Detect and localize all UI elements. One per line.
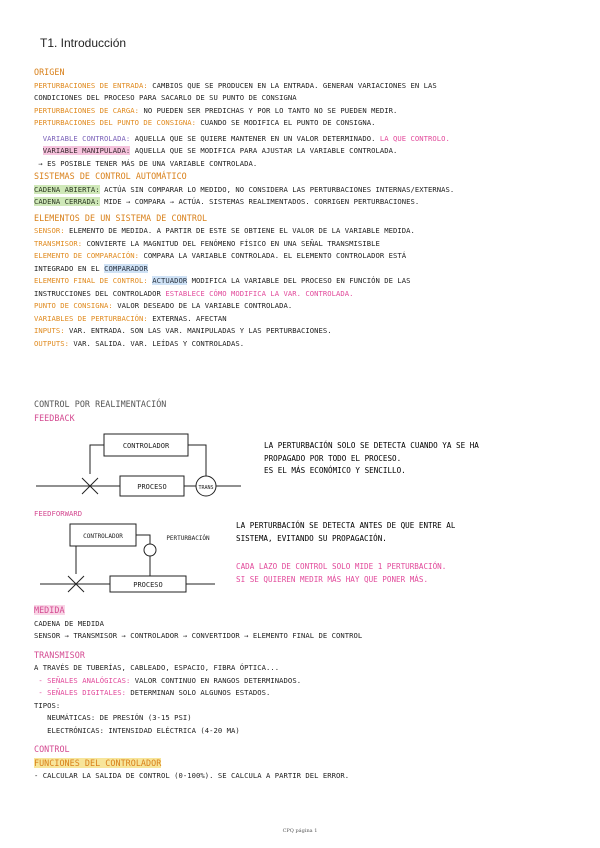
transmisor-heading: TRANSMISOR <box>34 649 85 660</box>
line-outputs: OUTPUTS: VAR. SALIDA. VAR. LEÍDAS Y CONTROLADAS. <box>34 338 245 348</box>
sistemas-heading: SISTEMAS DE CONTROL AUTOMÁTICO <box>34 171 187 181</box>
ff-perturbacion-label: Perturbación <box>166 535 210 542</box>
line-variables-perturbacion: VARIABLES DE PERTURBACIÓN: EXTERNAS. AFECTAN <box>34 313 227 323</box>
feedback-trans-label: Trans <box>198 485 214 491</box>
control-line-1: - CALCULAR LA SALIDA DE CONTROL (0-100%). SE CALCULA A PARTIR DEL ERROR. <box>34 771 350 780</box>
feedback-heading: FEEDBACK <box>34 412 75 423</box>
control-heading: CONTROL <box>34 744 70 754</box>
page-footer: CPQ página 1 <box>282 828 318 834</box>
feedforward-notes <box>236 520 455 586</box>
line-perturbaciones-entrada-2: CONDICIONES DEL PROCESO PARA SACARLO DE SU PUNTO DE CONSIGNA <box>34 93 297 102</box>
ff-controlador-label: Controlador <box>83 533 123 540</box>
medida-line-2: SENSOR → TRANSMISOR → CONTROLADOR → CONVERTIDOR → ELEMENTO FINAL DE CONTROL <box>34 631 363 640</box>
medida-heading: MEDIDA <box>34 605 65 615</box>
line-cadena-cerrada: CADENA CERRADA: MIDE → COMPARA → ACTÚA. SISTEMAS REALIMENTADOS. CORRIGEN PERTURBACIONES. <box>34 197 420 206</box>
funciones-heading: FUNCIONES DEL CONTROLADOR <box>34 757 162 768</box>
realimentacion-section <box>34 398 594 425</box>
line-variable-manipulada: VARIABLE MANIPULADA: AQUELLA QUE SE MODIFICA PARA AJUSTAR LA VARIABLE CONTROLADA. <box>42 146 398 155</box>
line-elemento-final: ELEMENTO FINAL DE CONTROL: ACTUADOR MODIFICA LA VARIABLE DEL PROCESO EN FUNCIÓN DE LAS <box>34 276 411 285</box>
ff-note-2: SISTEMA, EVITANDO SU PROPAGACIÓN. <box>236 533 387 543</box>
feedforward-heading: FEEDFORWARD <box>34 509 83 518</box>
transmisor-analog: - SEÑALES ANALÓGICAS: VALOR CONTINUO EN RANGOS DETERMINADOS. <box>38 675 302 685</box>
feedback-diagram <box>36 428 246 506</box>
realimentacion-heading: CONTROL POR REALIMENTACIÓN <box>34 399 167 409</box>
line-cadena-abierta: CADENA ABIERTA: ACTÚA SIN COMPARAR LO MEDIDO, NO CONSIDERA LAS PERTURBACIONES INTERNAS/EXTERNAS. <box>34 184 455 194</box>
transmisor-digital: - SEÑALES DIGITALES: DETERMINAN SOLO ALGUNOS ESTADOS. <box>38 688 271 697</box>
line-elemento-final-2: INSTRUCCIONES DEL CONTROLADOR ESTABLECE CÓMO MODIFICA LA VAR. CONTROLADA. <box>34 288 354 298</box>
line-perturbaciones-consigna: PERTURBACIONES DEL PUNTO DE CONSIGNA: CUANDO SE MODIFICA EL PUNTO DE CONSIGNA. <box>34 118 376 127</box>
notes-body <box>34 66 594 350</box>
page-title: T1. Introducción <box>40 36 127 50</box>
feedback-note-3: ES EL MÁS ECONÓMICO Y SENCILLO. <box>264 466 406 475</box>
feedback-notes <box>264 440 479 478</box>
ff-pink-note-2: SI SE QUIEREN MEDIR MÁS HAY QUE PONER MÁS. <box>236 574 429 584</box>
ff-perturbacion-circle <box>144 544 156 556</box>
ff-note-1: LA PERTURBACIÓN SE DETECTA ANTES DE QUE ENTRE AL <box>236 521 456 530</box>
line-perturbaciones-entrada: PERTURBACIONES DE ENTRADA: CAMBIOS QUE SE PRODUCEN EN LA ENTRADA. GENERAN VARIACIONES EN LAS <box>34 80 437 90</box>
line-comparacion: ELEMENTO DE COMPARACIÓN: COMPARA LA VARIABLE CONTROLADA. EL ELEMENTO CONTROLADOR ESTÁ <box>34 251 407 260</box>
transmisor-neumaticas: NEUMÁTICAS: DE PRESIÓN (3-15 PSI) <box>47 713 192 722</box>
elementos-heading: ELEMENTOS DE UN SISTEMA DE CONTROL <box>34 212 208 223</box>
medida-line-1: CADENA DE MEDIDA <box>34 618 105 628</box>
lower-notes <box>34 604 594 783</box>
feedforward-section <box>34 508 594 521</box>
feedback-proceso-label: Proceso <box>137 483 167 491</box>
line-comparacion-2: INTEGRADO EN EL COMPARADOR <box>34 263 148 273</box>
feedback-note-1: LA PERTURBACIÓN SOLO SE DETECTA CUANDO YA SE HA <box>264 441 479 450</box>
origen-heading: ORIGEN <box>34 67 65 77</box>
line-inputs: INPUTS: VAR. ENTRADA. SON LAS VAR. MANIPULADAS Y LAS PERTURBACIONES. <box>34 326 332 335</box>
line-sensor: SENSOR: ELEMENTO DE MEDIDA. A PARTIR DE ESTE SE OBTIENE EL VALOR DE LA VARIABLE MEDIDA. <box>34 226 415 235</box>
arrow-right-icon: → <box>38 158 43 168</box>
feedback-note-2: PROPAGADO POR TODO EL PROCESO. <box>264 453 402 463</box>
line-variable-controlada: VARIABLE CONTROLADA: AQUELLA QUE SE QUIERE MANTENER EN UN VALOR DETERMINADO. LA QUE CONTROLO. <box>42 133 450 143</box>
transmisor-electronicas: ELECTRÓNICAS: INTENSIDAD ELÉCTRICA (4-20 MA) <box>47 725 240 735</box>
line-variables-note: → ES POSIBLE TENER MÁS DE UNA VARIABLE CONTROLADA. <box>38 158 258 168</box>
ff-pink-note-1: CADA LAZO DE CONTROL SOLO MIDE 1 PERTURBACIÓN. <box>236 562 447 571</box>
line-perturbaciones-carga: PERTURBACIONES DE CARGA: NO PUEDEN SER PREDICHAS Y POR LO TANTO NO SE PUEDEN MEDIR. <box>34 105 398 115</box>
transmisor-tipos: TIPOS: <box>34 700 61 710</box>
line-transmisor: TRANSMISOR: CONVIERTE LA MAGNITUD DEL FENÓMENO FÍSICO EN UNA SEÑAL TRANSMISIBLE <box>34 238 380 248</box>
feedforward-diagram <box>40 520 230 600</box>
feedback-controlador-label: Controlador <box>122 442 170 450</box>
transmisor-line-1: A TRAVÉS DE TUBERÍAS, CABLEADO, ESPACIO, FIBRA ÓPTICA... <box>34 663 280 672</box>
line-punto-consigna: PUNTO DE CONSIGNA: VALOR DESEADO DE LA VARIABLE CONTROLADA. <box>34 301 293 310</box>
ff-proceso-label: Proceso <box>133 581 163 589</box>
